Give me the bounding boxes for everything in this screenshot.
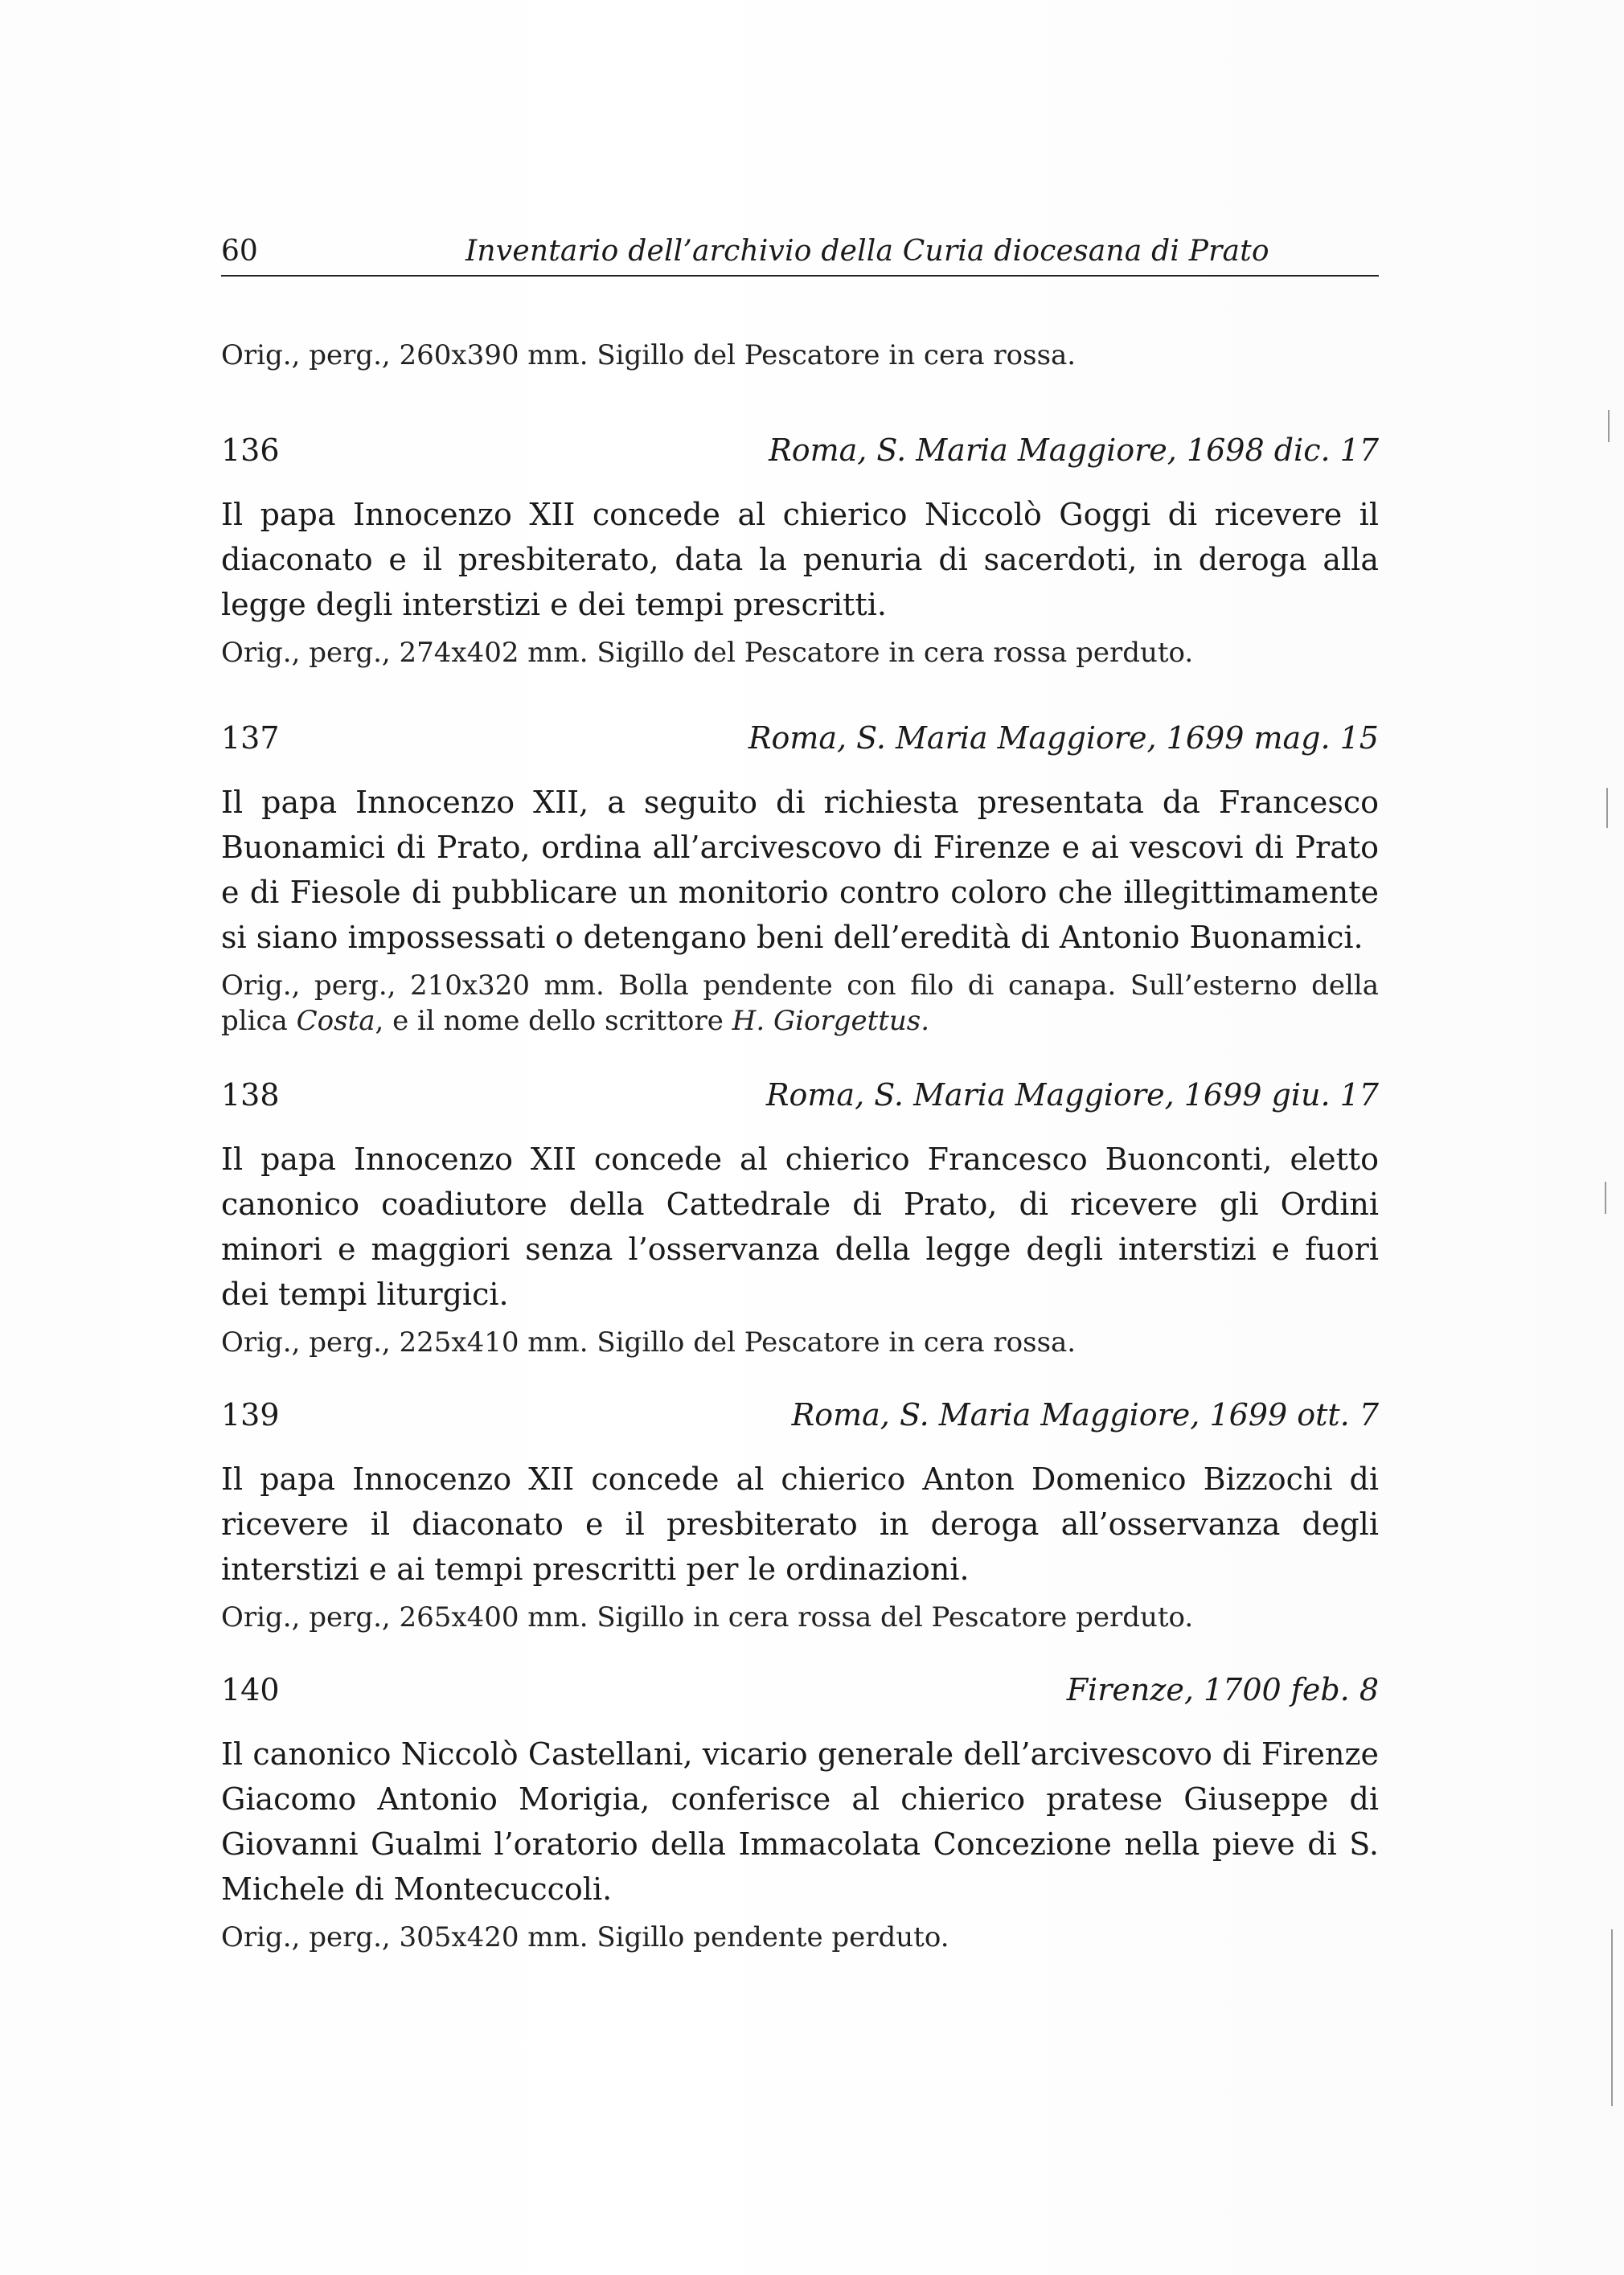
page-header xyxy=(221,235,1379,277)
entry-note: Orig., perg., 265x400 mm. Sigillo in cera rossa del Pescatore perduto. xyxy=(221,1601,1194,1633)
entry-place-date: Roma, S. Maria Maggiore, 1698 dic. 17 xyxy=(769,432,1379,468)
entry-137 xyxy=(221,720,1379,1039)
entry-note: Orig., perg., 225x410 mm. Sigillo del Pescatore in cera rossa. xyxy=(221,1326,1077,1359)
entry-note xyxy=(221,968,1379,1039)
entry-number: 139 xyxy=(221,1397,280,1433)
entry-abstract: Il papa Innocenzo XII concede al chierico Francesco Buonconti, eletto canonico coadiutore della Cattedrale di Prato, di ricevere gli Ordini minori e maggiori senza l’osservanza della legge degli interstizi e fuori dei tempi liturgici. xyxy=(221,1142,1379,1312)
scan-mark xyxy=(1611,1929,1613,2106)
entry-number: 140 xyxy=(221,1672,280,1707)
entry-abstract: Il papa Innocenzo XII concede al chierico Anton Domenico Bizzochi di ricevere il diaconato e il presbiterato in deroga all’osservanza degli interstizi e ai tempi prescritti per le ordinazioni. xyxy=(221,1461,1379,1587)
entry-139 xyxy=(221,1397,1379,1635)
scan-mark xyxy=(1605,1182,1606,1214)
entry-place-date: Roma, S. Maria Maggiore, 1699 mag. 15 xyxy=(748,720,1379,756)
page-content xyxy=(221,338,1379,1955)
top-note: Orig., perg., 260x390 mm. Sigillo del Pescatore in cera rossa. xyxy=(221,339,1077,371)
entry-number: 138 xyxy=(221,1077,280,1113)
note-italic-costa: Costa xyxy=(296,1005,375,1037)
note-italic-scrittore: H. Giorgettus. xyxy=(732,1005,930,1037)
entry-abstract: Il papa Innocenzo XII, a seguito di richiesta presentata da Francesco Buonamici di Prato, ordina all’arcivescovo di Firenze e ai vescovi di Prato e di Fiesole di pubblicare un monitorio contro coloro che illegittimamente si siano impossessati o detengano beni dell’eredità di Antonio Buonamici. xyxy=(221,785,1379,955)
entry-140 xyxy=(221,1672,1379,1955)
entry-place-date: Roma, S. Maria Maggiore, 1699 ott. 7 xyxy=(791,1397,1379,1433)
entry-note: Orig., perg., 274x402 mm. Sigillo del Pescatore in cera rossa perduto. xyxy=(221,637,1194,669)
running-title: Inventario dell’archivio della Curia diocesana di Prato xyxy=(465,235,1269,268)
scan-mark xyxy=(1608,410,1610,442)
entry-place-date: Firenze, 1700 feb. 8 xyxy=(1066,1672,1379,1707)
entry-138 xyxy=(221,1077,1379,1360)
scan-mark xyxy=(1606,788,1608,828)
note-text: Orig., perg., 210x320 mm. Bolla pendente con filo di canapa. Sull’esterno della plica xyxy=(221,969,1379,1037)
entry-abstract: Il canonico Niccolò Castellani, vicario generale dell’arcivescovo di Firenze Giacomo Antonio Morigia, conferisce al chierico pratese Giuseppe di Giovanni Gualmi l’oratorio della Immacolata Concezione nella pieve di S. Michele di Montecuccoli. xyxy=(221,1736,1379,1907)
note-text: , e il nome dello scrittore xyxy=(375,1005,724,1037)
entry-place-date: Roma, S. Maria Maggiore, 1699 giu. 17 xyxy=(765,1077,1379,1113)
entry-note: Orig., perg., 305x420 mm. Sigillo pendente perduto. xyxy=(221,1921,949,1953)
entry-header xyxy=(221,720,1379,769)
entry-header xyxy=(221,432,1379,481)
entry-header xyxy=(221,1077,1379,1125)
page-number: 60 xyxy=(221,235,258,268)
entry-number: 136 xyxy=(221,432,280,468)
entry-abstract: Il papa Innocenzo XII concede al chierico Niccolò Goggi di ricevere il diaconato e il presbiterato, data la penuria di sacerdoti, in deroga alla legge degli interstizi e dei tempi prescritti. xyxy=(221,497,1379,622)
entry-136 xyxy=(221,432,1379,670)
entry-header xyxy=(221,1672,1379,1720)
entry-number: 137 xyxy=(221,720,280,756)
entry-header xyxy=(221,1397,1379,1445)
